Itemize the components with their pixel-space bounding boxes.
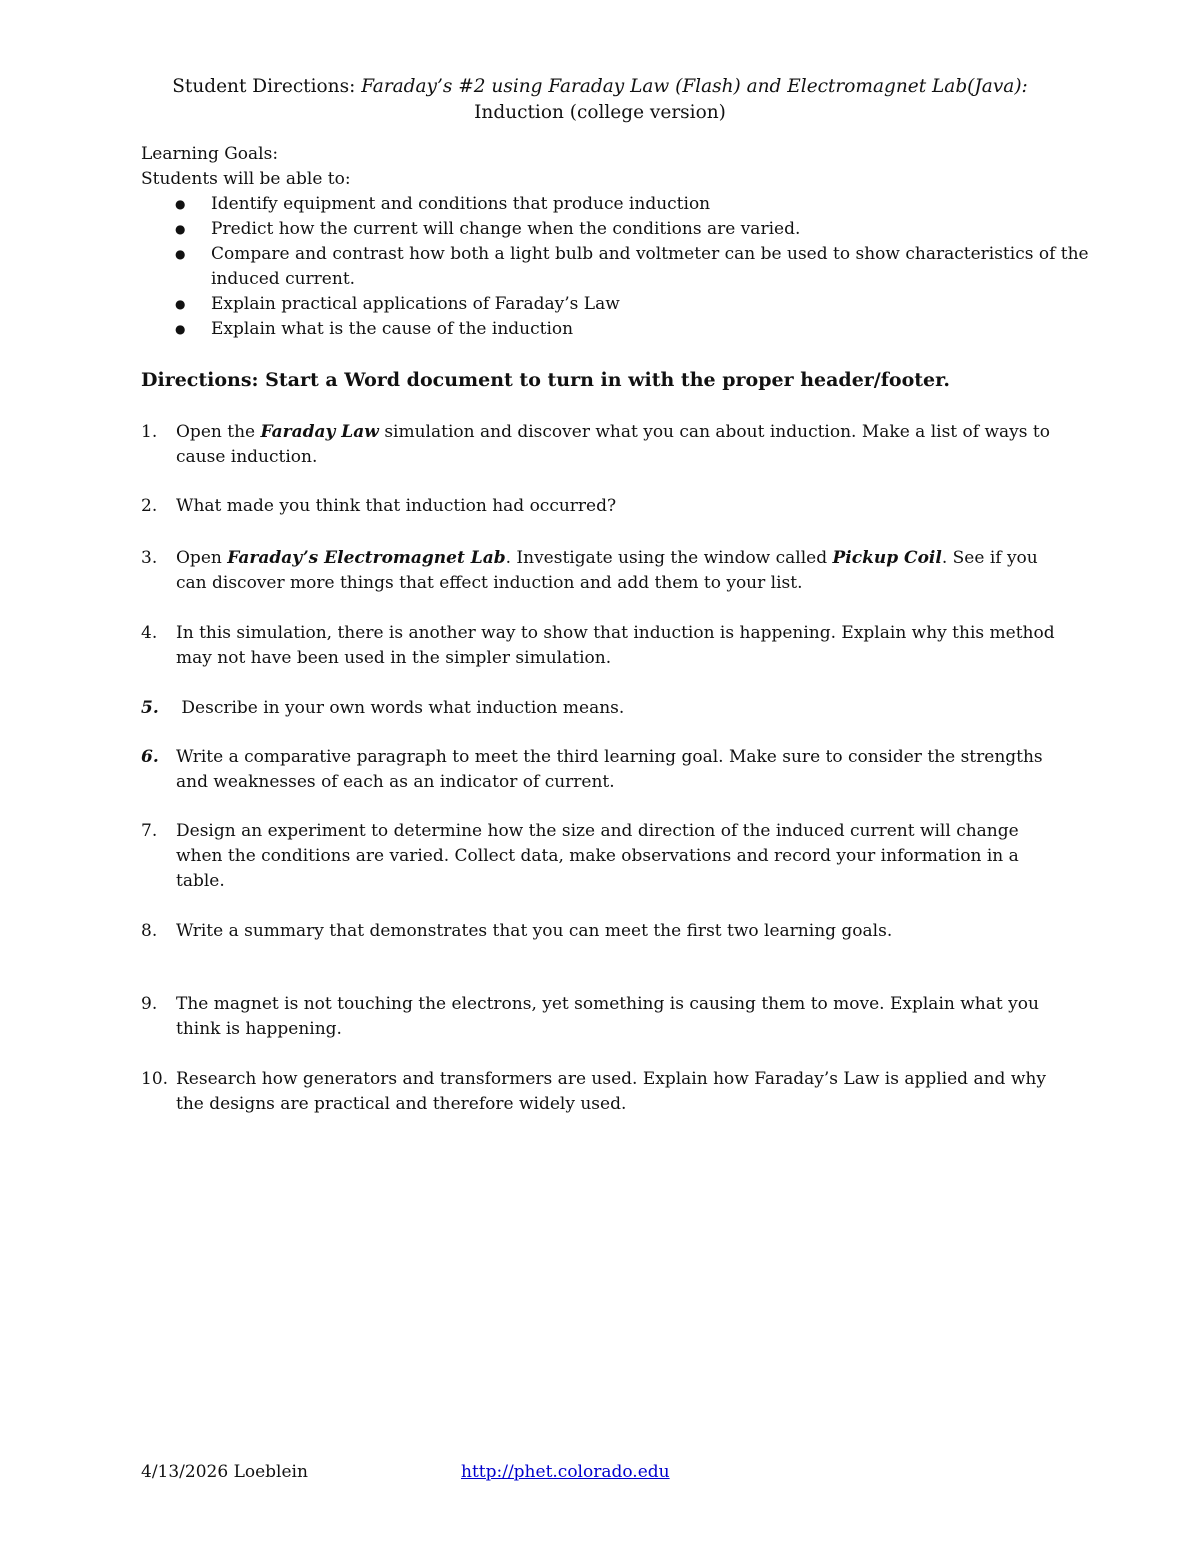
step-text: The magnet is not touching the electrons, yet something is causing them to move. Explain what you think is happening.: [176, 994, 1039, 1039]
bullet-icon: ●: [175, 197, 186, 211]
goals-heading: Learning Goals:: [141, 144, 279, 164]
bullet-icon: ●: [175, 322, 186, 336]
step-7: [141, 819, 1061, 894]
electromagnet-lab-term: Faraday’s Electromagnet Lab: [227, 548, 506, 568]
step-8: [141, 919, 1061, 944]
goals-list: [141, 192, 1101, 342]
step-number: 4.: [141, 623, 158, 643]
step-text: What made you think that induction had occurred?: [176, 496, 617, 516]
step-5: [141, 696, 1061, 721]
directions-heading: Directions: Start a Word document to turn in with the proper header/footer.: [141, 369, 950, 391]
step-10: [141, 1067, 1061, 1117]
goal-item: ● Explain practical applications of Faraday’s Law: [211, 292, 1101, 317]
title-italic: Faraday’s #2 using Faraday Law (Flash) and Electromagnet Lab(Java):: [361, 76, 1028, 97]
step-text: Open Faraday’s Electromagnet Lab. Investigate using the window called Pickup Coil. See if you can discover more things that effect induction and add them to your list.: [176, 548, 1038, 593]
step-text: Open the Faraday Law simulation and discover what you can about induction. Make a list of ways to cause induction.: [176, 422, 1050, 467]
phet-link[interactable]: http://phet.colorado.edu: [461, 1462, 670, 1482]
step-number: 5.: [141, 698, 159, 718]
document-title: [0, 74, 1200, 126]
step-3: [141, 546, 1061, 596]
step-text: Design an experiment to determine how the size and direction of the induced current will change when the conditions are varied. Collect data, make observations and record your information in a table.: [176, 821, 1019, 891]
step-number: 8.: [141, 921, 158, 941]
footer-date-author: 4/13/2026 Loeblein: [141, 1462, 308, 1482]
step-text: Research how generators and transformers are used. Explain how Faraday’s Law is applied and why the designs are practical and therefore widely used.: [176, 1069, 1046, 1114]
goal-item: ● Compare and contrast how both a light bulb and voltmeter can be used to show characteristics of the induced current.: [175, 244, 1089, 289]
step-text: Write a comparative paragraph to meet the third learning goal. Make sure to consider the strengths and weaknesses of each as an indicator of current.: [176, 747, 1043, 792]
step-text: Write a summary that demonstrates that you can meet the first two learning goals.: [176, 921, 893, 941]
goal-item: ● Identify equipment and conditions that produce induction: [211, 192, 1101, 217]
step-number: 10.: [141, 1069, 169, 1089]
step-number: 9.: [141, 994, 158, 1014]
step-number: 2.: [141, 496, 158, 516]
step-number: 3.: [141, 548, 158, 568]
learning-goals: [141, 142, 1101, 342]
goals-intro: Students will be able to:: [141, 169, 351, 189]
step-6: [141, 745, 1061, 795]
bullet-icon: ●: [175, 297, 186, 311]
step-number: 6.: [141, 747, 159, 767]
goal-item: ● Explain what is the cause of the induction: [211, 317, 1101, 342]
step-1: [141, 420, 1061, 470]
goal-item: ● Predict how the current will change when the conditions are varied.: [211, 217, 1101, 242]
step-number: 7.: [141, 821, 158, 841]
step-9: [141, 992, 1061, 1042]
step-4: [141, 621, 1061, 671]
pickup-coil-term: Pickup Coil: [832, 548, 942, 568]
bullet-icon: ●: [175, 222, 186, 236]
step-number: 1.: [141, 422, 158, 442]
step-2: [141, 494, 1061, 519]
step-text: In this simulation, there is another way to show that induction is happening. Explain why this method may not have been used in the simpler simulation.: [176, 623, 1055, 668]
title-prefix: Student Directions:: [172, 76, 362, 97]
faraday-law-term: Faraday Law: [260, 422, 379, 442]
step-text: Describe in your own words what induction means.: [176, 698, 625, 718]
bullet-icon: ●: [175, 247, 186, 261]
title-line2: Induction (college version): [474, 102, 726, 123]
